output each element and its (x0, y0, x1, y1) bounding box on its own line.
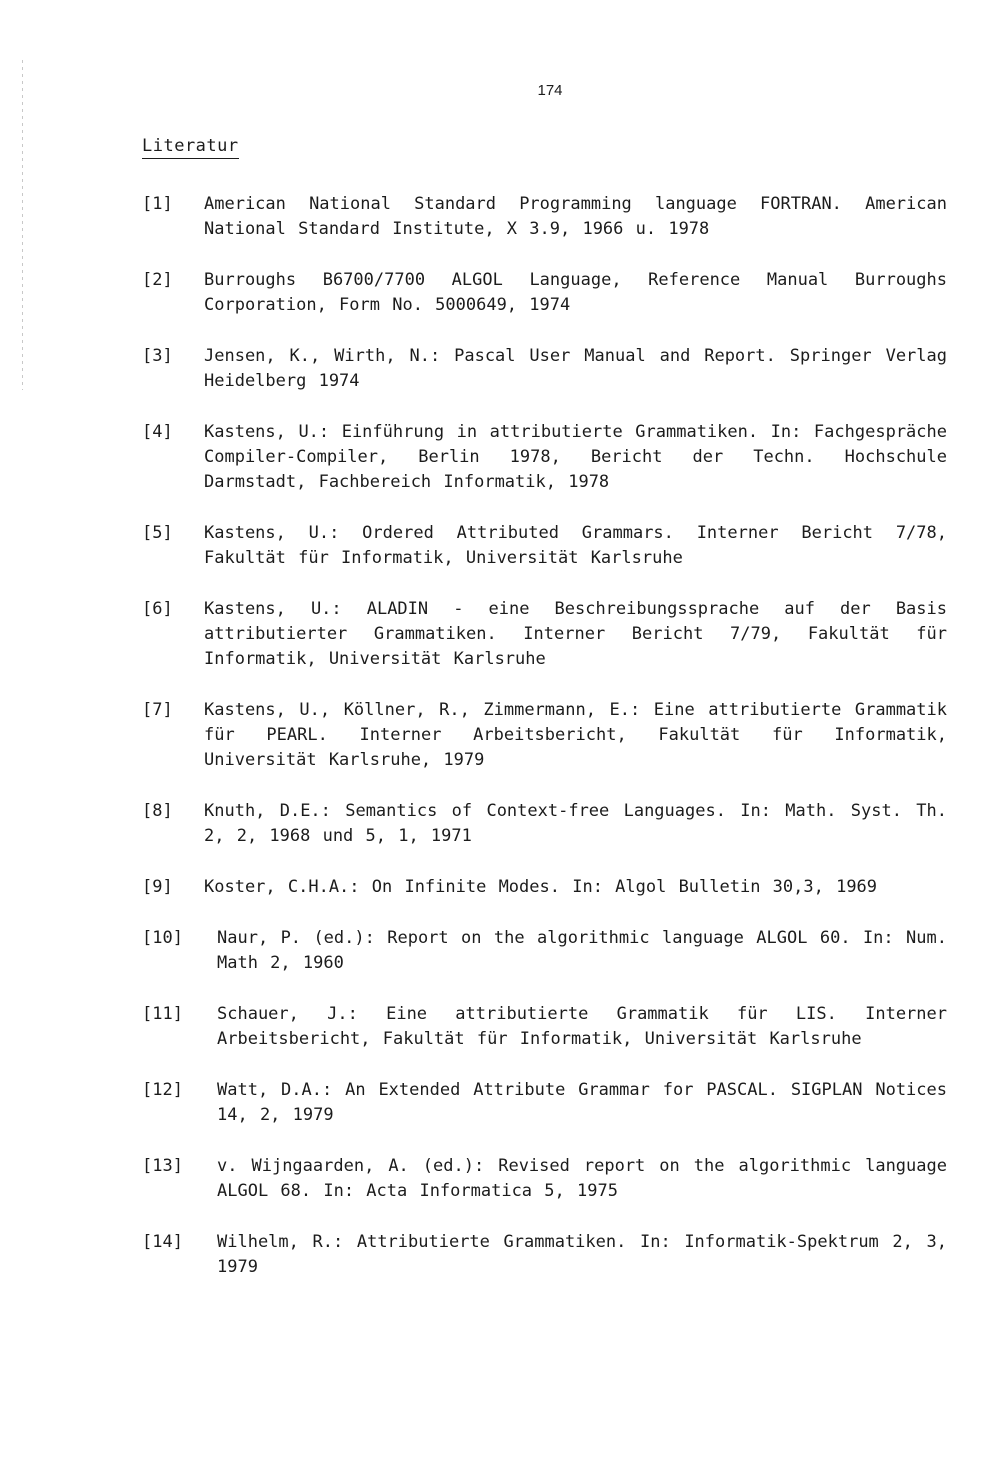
reference-item (142, 192, 947, 242)
reference-number: [5] (142, 523, 173, 543)
reference-item (142, 420, 947, 495)
reference-text: Knuth, D.E.: Semantics of Context-free Languages. In: Math. Syst. Th. 2, 2, 1968 und 5, 1, 1971 (204, 801, 947, 846)
reference-item (142, 875, 947, 900)
reference-number: [12] (142, 1080, 183, 1100)
reference-text: Kastens, U.: ALADIN - eine Beschreibungssprache auf der Basis attributierter Grammatiken. Interner Bericht 7/79, Fakultät für Informatik, Universität Karlsruhe (204, 599, 947, 669)
reference-text: Wilhelm, R.: Attributierte Grammatiken. In: Informatik-Spektrum 2, 3, 1979 (217, 1232, 947, 1277)
reference-text: Kastens, U.: Einführung in attributierte Grammatiken. In: Fachgespräche Compiler-Compiler, Berlin 1978, Bericht der Techn. Hochschule Darmstadt, Fachbereich Informatik, 1978 (204, 422, 947, 492)
reference-number: [10] (142, 928, 183, 948)
reference-text: Schauer, J.: Eine attributierte Grammatik für LIS. Interner Arbeitsbericht, Fakultät für Informatik, Universität Karlsruhe (217, 1004, 947, 1049)
reference-number: [1] (142, 194, 173, 214)
reference-list (142, 192, 947, 1306)
reference-item (142, 268, 947, 318)
reference-number: [2] (142, 270, 173, 290)
reference-number: [3] (142, 346, 173, 366)
reference-text: Jensen, K., Wirth, N.: Pascal User Manual and Report. Springer Verlag Heidelberg 1974 (204, 346, 947, 391)
reference-number: [13] (142, 1156, 183, 1176)
reference-number: [7] (142, 700, 173, 720)
reference-item (142, 926, 947, 976)
scan-edge-mark (22, 60, 23, 390)
reference-item (142, 698, 947, 773)
reference-number: [4] (142, 422, 173, 442)
reference-number: [14] (142, 1232, 183, 1252)
reference-text: American National Standard Programming language FORTRAN. American National Standard Institute, X 3.9, 1966 u. 1978 (204, 194, 947, 239)
reference-item (142, 344, 947, 394)
reference-text: Naur, P. (ed.): Report on the algorithmic language ALGOL 60. In: Num. Math 2, 1960 (217, 928, 947, 973)
reference-text: Burroughs B6700/7700 ALGOL Language, Reference Manual Burroughs Corporation, Form No. 5000649, 1974 (204, 270, 947, 315)
reference-text: Watt, D.A.: An Extended Attribute Grammar for PASCAL. SIGPLAN Notices 14, 2, 1979 (217, 1080, 947, 1125)
reference-item (142, 597, 947, 672)
reference-number: [9] (142, 877, 173, 897)
reference-item (142, 1078, 947, 1128)
reference-item (142, 799, 947, 849)
reference-text: v. Wijngaarden, A. (ed.): Revised report on the algorithmic language ALGOL 68. In: Acta Informatica 5, 1975 (217, 1156, 947, 1201)
reference-text: Koster, C.H.A.: On Infinite Modes. In: Algol Bulletin 30,3, 1969 (204, 877, 878, 897)
reference-text: Kastens, U., Köllner, R., Zimmermann, E.: Eine attributierte Grammatik für PEARL. Interner Arbeitsbericht, Fakultät für Informatik, Universität Karlsruhe, 1979 (204, 700, 947, 770)
section-heading: Literatur (142, 136, 239, 159)
reference-item (142, 1154, 947, 1204)
reference-text: Kastens, U.: Ordered Attributed Grammars. Interner Bericht 7/78, Fakultät für Informatik, Universität Karlsruhe (204, 523, 947, 568)
reference-number: [8] (142, 801, 173, 821)
reference-number: [11] (142, 1004, 183, 1024)
reference-number: [6] (142, 599, 173, 619)
reference-item (142, 1002, 947, 1052)
reference-item (142, 521, 947, 571)
page-number: 174 (537, 82, 563, 99)
reference-item (142, 1230, 947, 1280)
